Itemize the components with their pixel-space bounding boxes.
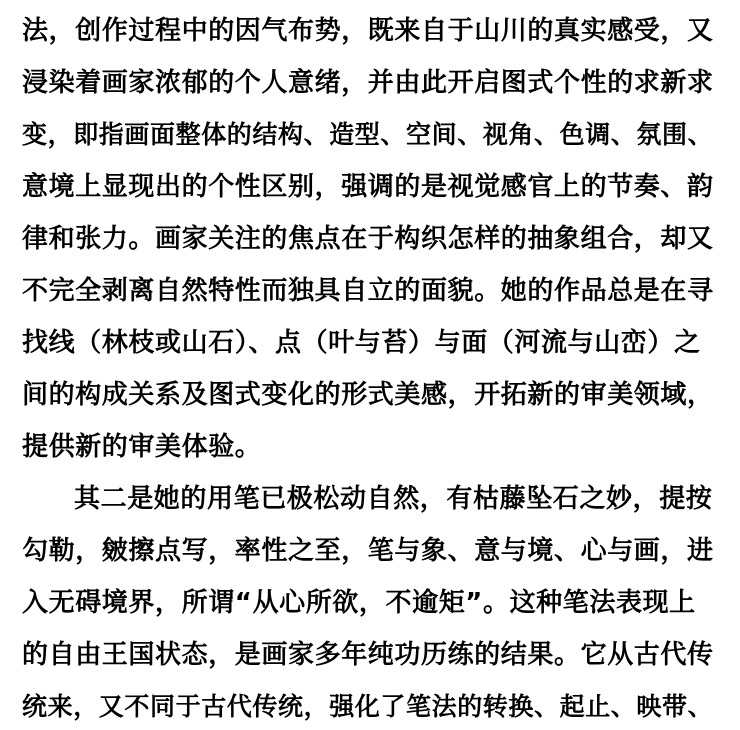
text-line: 律和张力。画家关注的焦点在于构织怎样的抽象组合，却又 [22,224,714,254]
text-line: 其二是她的用笔已极松动自然，有枯藤坠石之妙，提按 [74,484,713,514]
text-line: 统来，又不同于古代传统，强化了笔法的转换、起止、映带、 [22,692,714,721]
text-line: 间的构成关系及图式变化的形式美感，开拓新的审美领域， [22,380,714,410]
text-line: 不完全剥离自然特性而独具自立的面貌。她的作品总是在寻 [22,276,714,306]
text-line: 找线（林枝或山石）、点（叶与苔）与面（河流与山峦）之 [22,328,701,358]
text-line: 变，即指画面整体的结构、造型、空间、视角、色调、氛围、 [22,120,714,149]
text-line: 勾勒，皴擦点写，率性之至，笔与象、意与境、心与画，进 [22,536,714,566]
text-line: 入无碍境界，所谓“从心所欲，不逾矩”。这种笔法表现上 [22,588,696,618]
text-line: 提供新的审美体验。 [22,432,262,462]
text-line: 浸染着画家浓郁的个人意绪，并由此开启图式个性的求新求 [22,68,714,98]
text-line: 的自由王国状态，是画家多年纯功历练的结果。它从古代传 [22,640,714,670]
text-line: 法，创作过程中的因气布势，既来自于山川的真实感受，又 [22,16,714,46]
text-line: 意境上显现出的个性区别，强调的是视觉感官上的节奏、韵 [22,172,714,202]
